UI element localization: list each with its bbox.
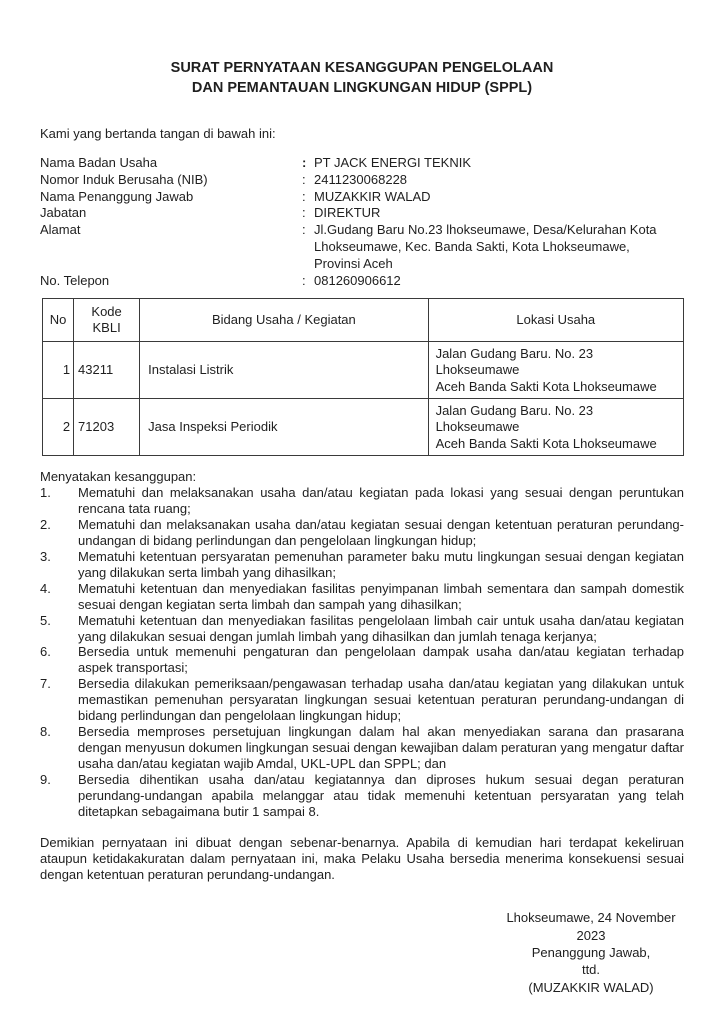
colon-separator: :: [302, 272, 306, 288]
cell-bidang-usaha: Jasa Inspeksi Periodik: [140, 399, 428, 456]
detail-value: 081260906612: [314, 272, 401, 288]
lokasi-line: Jalan Gudang Baru. No. 23: [435, 402, 594, 418]
statement-item-2: [40, 517, 684, 549]
statement-number: 5.: [40, 612, 51, 628]
lokasi-line: Jalan Gudang Baru. No. 23: [435, 345, 594, 361]
detail-row-penanggung-jawab: [40, 189, 684, 206]
closing-paragraph: Demikian pernyataan ini dibuat dengan sebenar-benarnya. Apabila di kemudian hari terdapat kekeliruan ataupun ketidakakuratan dalam pernyataan ini, maka Pelaku Usaha bersedia menerima konsekuensi sesuai dengan ketentuan peraturan perundang-undangan.: [40, 835, 684, 883]
statement-number: 9.: [40, 771, 51, 787]
table-header-row: [43, 299, 684, 342]
cell-kode-kbli: 43211: [74, 342, 140, 399]
statement-text: Mematuhi dan melaksanakan usaha dan/atau kegiatan sesuai dengan ketentuan peraturan perundang-undangan di bidang perlindungan dan pengelolaan lingkungan hidup;: [78, 517, 684, 549]
cell-no: 1: [43, 342, 74, 399]
colon-separator: :: [302, 188, 306, 204]
statement-number: 4.: [40, 580, 51, 596]
statement-item-3: [40, 549, 684, 581]
detail-value: DIREKTUR: [314, 205, 381, 221]
detail-value: 2411230068228: [314, 171, 408, 187]
colon-separator: :: [302, 155, 307, 170]
statement-text: Bersedia memproses persetujuan lingkungan dalam hal akan menyediakan sarana dan prasarana dengan menyusun dokumen lingkungan sesuai dengan kewajiban dalam peraturan yang mengatur daftar usaha dan/atau kegiatan wajib Amdal, UKL-UPL dan SPPL; dan: [78, 723, 684, 771]
detail-value: Jl.Gudang Baru No.23 lhokseumawe, Desa/Kelurahan Kota Lhokseumawe, Kec. Banda Sakti, Kota Lhokseumawe, Provinsi Aceh: [314, 222, 657, 271]
detail-label: Nama Badan Usaha: [40, 155, 158, 170]
detail-row-jabatan: [40, 205, 684, 222]
signature-role: Penanggung Jawab,: [531, 944, 651, 960]
detail-value: PT JACK ENERGI TEKNIK: [314, 155, 472, 170]
signature-block: [500, 909, 682, 996]
table-header-lokasi-usaha: Lokasi Usaha: [428, 299, 683, 342]
statement-item-4: [40, 581, 684, 613]
detail-value: MUZAKKIR WALAD: [314, 188, 431, 204]
statement-text: Mematuhi dan melaksanakan usaha dan/atau kegiatan pada lokasi yang sesuai dengan peruntukan rencana tata ruang;: [78, 485, 684, 517]
statement-text: Mematuhi ketentuan persyaratan pemenuhan parameter baku mutu lingkungan sesuai dengan kegiatan yang dilakukan serta limbah yang dihasilkan;: [78, 549, 684, 580]
statement-item-6: [40, 644, 684, 676]
statement-number: 2.: [40, 517, 51, 533]
cell-lokasi-usaha: [428, 342, 683, 399]
table-header-kode-kbli: Kode KBLI: [74, 299, 140, 342]
table-header-no: No: [43, 299, 74, 342]
table-header-bidang-usaha: Bidang Usaha / Kegiatan: [140, 299, 428, 342]
detail-label: Alamat: [40, 222, 81, 238]
lokasi-line: Lhokseumawe: [435, 419, 520, 435]
detail-row-telepon: [40, 273, 684, 290]
document-title-line2: DAN PEMANTAUAN LINGKUNGAN HIDUP (SPPL): [191, 80, 533, 96]
cell-lokasi-usaha: [428, 399, 683, 456]
statement-item-9: [40, 772, 684, 820]
signature-place-date: Lhokseumawe, 24 November 2023: [506, 910, 676, 943]
signature-name: (MUZAKKIR WALAD): [528, 979, 654, 995]
statement-item-7: [40, 676, 684, 724]
detail-row-nama-badan-usaha: [40, 155, 684, 172]
lokasi-line: Aceh Banda Sakti Kota Lhokseumawe: [435, 435, 657, 451]
statement-number: 3.: [40, 549, 51, 564]
lokasi-line: Lhokseumawe: [435, 362, 520, 378]
colon-separator: :: [302, 171, 306, 187]
signature-ttd: ttd.: [581, 962, 601, 978]
statement-number: 8.: [40, 723, 51, 739]
kbli-business-table: [42, 298, 684, 456]
detail-label: No. Telepon: [40, 272, 110, 288]
document-title-line1: SURAT PERNYATAAN KESANGGUPAN PENGELOLAAN: [170, 60, 554, 76]
detail-label: Nomor Induk Berusaha (NIB): [40, 171, 208, 187]
cell-kode-kbli: 71203: [74, 399, 140, 456]
statement-number: 7.: [40, 676, 51, 692]
statement-heading: Menyatakan kesanggupan:: [40, 469, 197, 485]
table-row: [43, 399, 684, 456]
cell-no: 2: [43, 399, 74, 456]
colon-separator: :: [302, 222, 306, 238]
statement-text: Bersedia dihentikan usaha dan/atau kegiatannya dan diproses hukum sesuai degan peraturan perundang-undangan apabila melanggar atau tidak memenuhi ketentuan persyaratan yang telah ditetapkan sebagaimana butir 1 sampai 8.: [78, 771, 684, 819]
statement-item-8: [40, 724, 684, 772]
statement-text: Bersedia dilakukan pemeriksaan/pengawasan terhadap usaha dan/atau kegiatan yang dilakukan untuk memastikan pemenuhan persyaratan lingkungan sesuai ketentuan peraturan perundang-undangan di bidang perlindungan dan pengelolaan lingkungan hidup;: [78, 676, 684, 724]
detail-row-nib: [40, 172, 684, 189]
detail-label: Jabatan: [40, 205, 87, 221]
details-section: [40, 155, 684, 289]
statement-text: Mematuhi ketentuan dan menyediakan fasilitas penyimpanan limbah sementara dan sampah domestik sesuai dengan kegiatan serta limbah dan sampah yang dihasilkan;: [78, 580, 684, 612]
detail-label: Nama Penanggung Jawab: [40, 188, 194, 204]
statement-item-5: [40, 613, 684, 645]
table-row: [43, 342, 684, 399]
document-title: [40, 58, 684, 98]
colon-separator: :: [302, 205, 306, 221]
intro-text: Kami yang bertanda tangan di bawah ini:: [40, 126, 276, 141]
statement-item-1: [40, 485, 684, 517]
detail-row-alamat: [40, 222, 684, 272]
statement-text: Mematuhi ketentuan dan menyediakan fasilitas pengelolaan limbah cair untuk usaha dan/atau kegiatan yang dilakukan sesuai dengan jumlah limbah yang dihasilkan dan jumlah tenaga kerjanya;: [78, 612, 684, 644]
statement-text: Bersedia untuk memenuhi pengaturan dan pengelolaan dampak usaha dan/atau kegiatan terhadap aspek transportasi;: [78, 644, 684, 676]
statements-list: [40, 485, 684, 819]
statement-number: 1.: [40, 485, 51, 501]
cell-bidang-usaha: Instalasi Listrik: [140, 342, 428, 399]
lokasi-line: Aceh Banda Sakti Kota Lhokseumawe: [435, 378, 657, 394]
statement-number: 6.: [40, 644, 51, 660]
